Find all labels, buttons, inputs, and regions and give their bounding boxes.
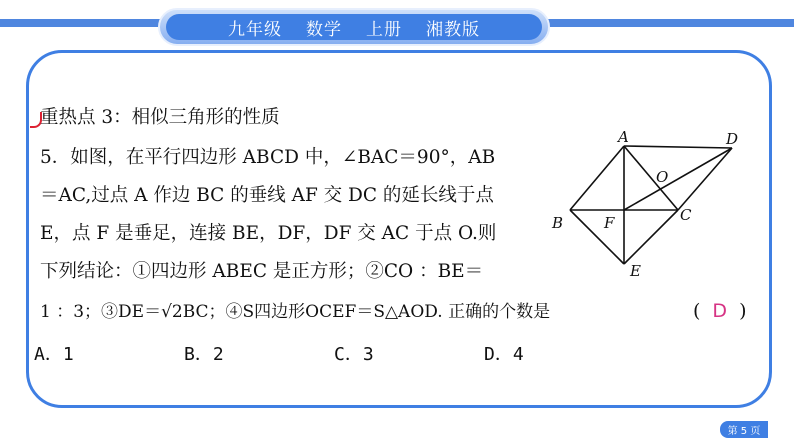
answer-choice: D [712, 300, 728, 322]
label-a: A [618, 130, 629, 146]
segment-be [570, 210, 624, 264]
header-rule-left [0, 19, 160, 27]
option-b[interactable]: B．2 [184, 344, 224, 365]
label-f: F [604, 214, 615, 232]
geometry-diagram [546, 130, 756, 280]
option-a[interactable]: A．1 [34, 344, 74, 365]
question-line-4: 下列结论：①四边形 ABEC 是正方形；②CO ：BE＝ [40, 261, 484, 282]
label-c: C [680, 206, 692, 224]
header-volume: 上册 [366, 19, 402, 40]
option-c[interactable]: C．3 [334, 344, 374, 365]
question-line-5: 1 ：3；③DE＝√2BC；④S四边形OCEF＝S△AOD. 正确的个数是 [40, 302, 551, 322]
segment-df [624, 148, 732, 210]
answer-paren-close: ) [739, 300, 747, 322]
segment-dc [678, 148, 732, 210]
question-line-2: ＝AC,过点 A 作边 BC 的垂线 AF 交 DC 的延长线于点 [40, 185, 494, 206]
header-banner [158, 8, 550, 46]
header-rule-right [548, 19, 794, 27]
header-banner-inner [166, 14, 542, 40]
answer-paren-open: ( [693, 300, 701, 322]
segment-ab [570, 146, 624, 210]
header-grade: 九年级 [228, 19, 282, 40]
header-edition: 湘教版 [426, 19, 480, 40]
label-e: E [630, 262, 641, 280]
page-number-badge: 第 5 页 [720, 421, 768, 438]
header-subject: 数学 [306, 19, 342, 40]
label-o: O [656, 168, 669, 186]
section-title: 重热点 3：相似三角形的性质 [40, 107, 280, 128]
question-line-1: 5．如图，在平行四边形 ABCD 中，∠BAC＝90°，AB [40, 147, 496, 168]
label-b: B [552, 214, 564, 232]
question-line-3: E，点 F 是垂足，连接 BE，DF，DF 交 AC 于点 O.则 [40, 223, 497, 244]
segment-ce [624, 210, 678, 264]
segment-ad [624, 146, 732, 148]
answer-box [693, 300, 746, 322]
segment-ac [624, 146, 678, 210]
label-d: D [726, 130, 739, 148]
option-d[interactable]: D．4 [484, 344, 524, 365]
